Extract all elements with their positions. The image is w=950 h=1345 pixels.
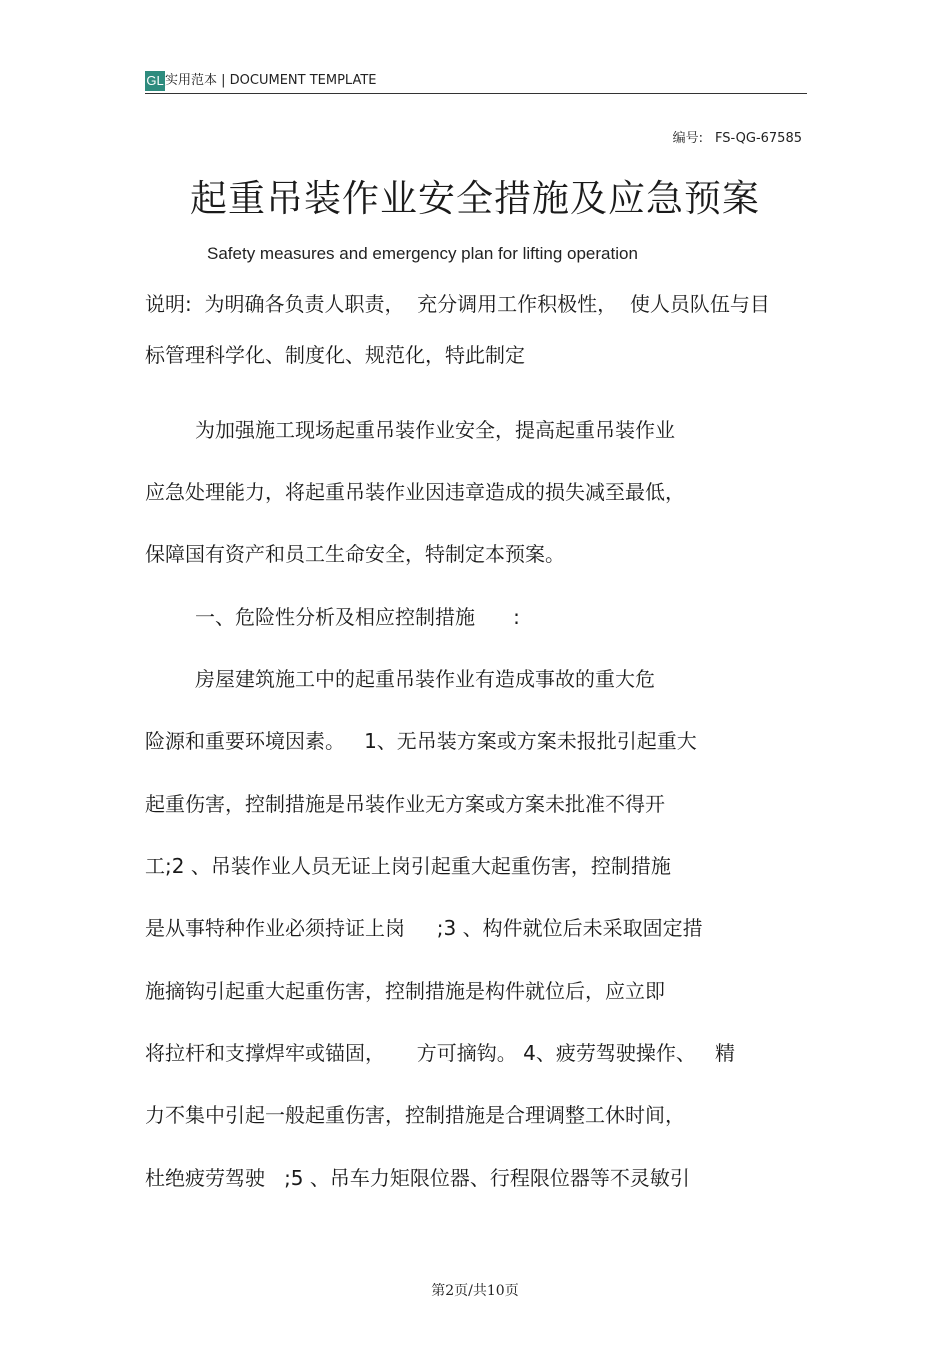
body-line: 杜绝疲劳驾驶 ;5 、吊车力矩限位器、行程限位器等不灵敏引 xyxy=(145,1166,690,1190)
body-line: 将拉杆和支撑焊牢或锚固， 方可摘钩。 4、疲劳驾驶操作、 精 xyxy=(145,1041,735,1065)
note-line: 标管理科学化、制度化、规范化，特此制定 xyxy=(145,343,525,367)
body-line: 房屋建筑施工中的起重吊装作业有造成事故的重大危 xyxy=(195,667,655,691)
body-line: 保障国有资产和员工生命安全，特制定本预案。 xyxy=(145,542,565,566)
body-line: 力不集中引起一般起重伤害，控制措施是合理调整工休时间， xyxy=(145,1103,685,1127)
document-number-label: 编号: xyxy=(672,131,703,146)
body-line: 工;2 、吊装作业人员无证上岗引起重大起重伤害，控制措施 xyxy=(145,854,671,878)
body-line: 起重伤害，控制措施是吊装作业无方案或方案未批准不得开 xyxy=(145,792,665,816)
body-line: 施摘钩引起重大起重伤害，控制措施是构件就位后，应立即 xyxy=(145,979,665,1003)
header-divider xyxy=(145,93,807,94)
document-number xyxy=(673,127,802,146)
page-subtitle: Safety measures and emergency plan for lifting operation xyxy=(207,244,638,263)
logo: GL xyxy=(145,71,165,91)
body-line: 为加强施工现场起重吊装作业安全，提高起重吊装作业 xyxy=(195,418,675,442)
body-line: 是从事特种作业必须持证上岗 ;3 、构件就位后未采取固定措 xyxy=(145,916,703,940)
section-heading: 一、危险性分析及相应控制措施 : xyxy=(195,605,520,629)
note-line: 说明: 为明确各负责人职责， 充分调用工作积极性， 使人员队伍与目 xyxy=(145,292,770,316)
page-title: 起重吊装作业安全措施及应急预案 xyxy=(190,177,760,220)
header-text: 实用范本 | DOCUMENT TEMPLATE xyxy=(165,73,377,88)
page-header xyxy=(145,70,807,92)
body-line: 应急处理能力，将起重吊装作业因违章造成的损失减至最低， xyxy=(145,480,685,504)
page-footer: 第2页/共10页 xyxy=(431,1283,519,1299)
document-number-value: FS-QG-67585 xyxy=(714,131,802,146)
body-line: 险源和重要环境因素。 1、无吊装方案或方案未报批引起重大 xyxy=(145,729,697,753)
